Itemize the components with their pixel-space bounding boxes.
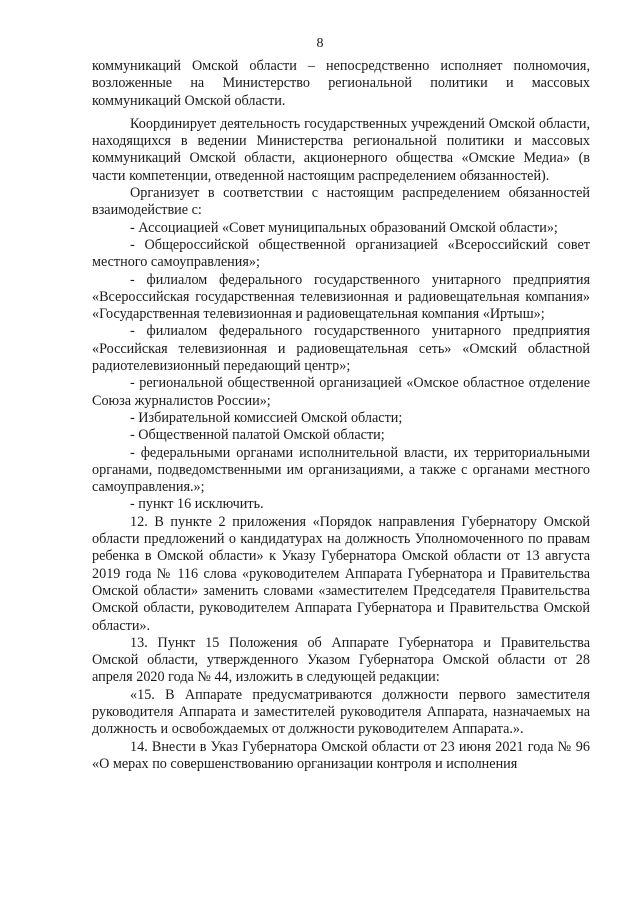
paragraph-quoted-15: «15. В Аппарате предусматриваются должности первого заместителя руководителя Аппарата и заместителей руководителя Аппарата, назначаемых на должность и освобождаемых от должности руководителем Аппарата.».: [92, 686, 590, 738]
paragraph-coordinates: Координирует деятельность государственных учреждений Омской области, находящихся в ведении Министерства региональной политики и массовых коммуникаций Омской области, акционерного общества «Омские Медиа» (в части компетенции, отведенной настоящим распределением обязанностей).: [92, 115, 590, 184]
list-item-public-chamber: - Общественной палатой Омской области;: [130, 427, 385, 444]
paragraph-item-13: 13. Пункт 15 Положения об Аппарате Губернатора и Правительства Омской области, утвержденного Указом Губернатора Омской области от 28 апреля 2020 года № 44, изложить в следующей редакции:: [92, 634, 590, 686]
paragraph-item-14: 14. Внести в Указ Губернатора Омской области от 23 июня 2021 года № 96 «О мерах по совершенствованию организации контроля и исполнения: [92, 738, 590, 772]
list-item-vgtrk-irtysh: - филиалом федерального государственного унитарного предприятия «Всероссийская государственная телевизионная и радиовещательная компания» «Государственная телевизионная и радиовещательная компания «Иртыш»;: [92, 271, 590, 323]
list-item-journalists-union: - региональной общественной организацией «Омское областное отделение Союза журналистов России»;: [92, 375, 590, 409]
paragraph-item-12: 12. В пункте 2 приложения «Порядок направления Губернатору Омской области предложений о кандидатурах на должность Уполномоченного по правам ребенка в Омской области» к Указу Губернатора Омской области от 13 августа 2019 года № 116 слова «руководителем Аппарата Губернатора и Правительства Омской области» заменить словами «заместителем Председателя Правительства Омской области, руководителем Аппарата Губернатора и Правительства Омской области».: [92, 513, 590, 634]
document-body: [92, 58, 590, 773]
list-item-federal-bodies: - федеральными органами исполнительной власти, их территориальными органами, подведомственными им организациями, а также с органами местного самоуправления.»;: [92, 444, 590, 496]
paragraph-continuation: коммуникаций Омской области – непосредственно исполняет полномочия, возложенные на Министерство региональной политики и массовых коммуникаций Омской области.: [92, 58, 590, 109]
paragraph-organizes: Организует в соответствии с настоящим распределением обязанностей взаимодействие с:: [92, 185, 590, 219]
page-number: 8: [316, 36, 324, 51]
list-item-election-commission: - Избирательной комиссией Омской области;: [130, 409, 403, 426]
list-item-all-russian-council: - Общероссийской общественной организацией «Всероссийский совет местного самоуправления»;: [92, 236, 590, 271]
list-item-rtrs-omsk: - филиалом федерального государственного унитарного предприятия «Российская телевизионная и радиовещательная сеть» «Омский областной радиотелевизионный передающий центр»;: [92, 323, 590, 375]
list-item-association: - Ассоциацией «Совет муниципальных образований Омской области»;: [130, 219, 558, 236]
list-item-clause-16: - пункт 16 исключить.: [130, 496, 264, 513]
